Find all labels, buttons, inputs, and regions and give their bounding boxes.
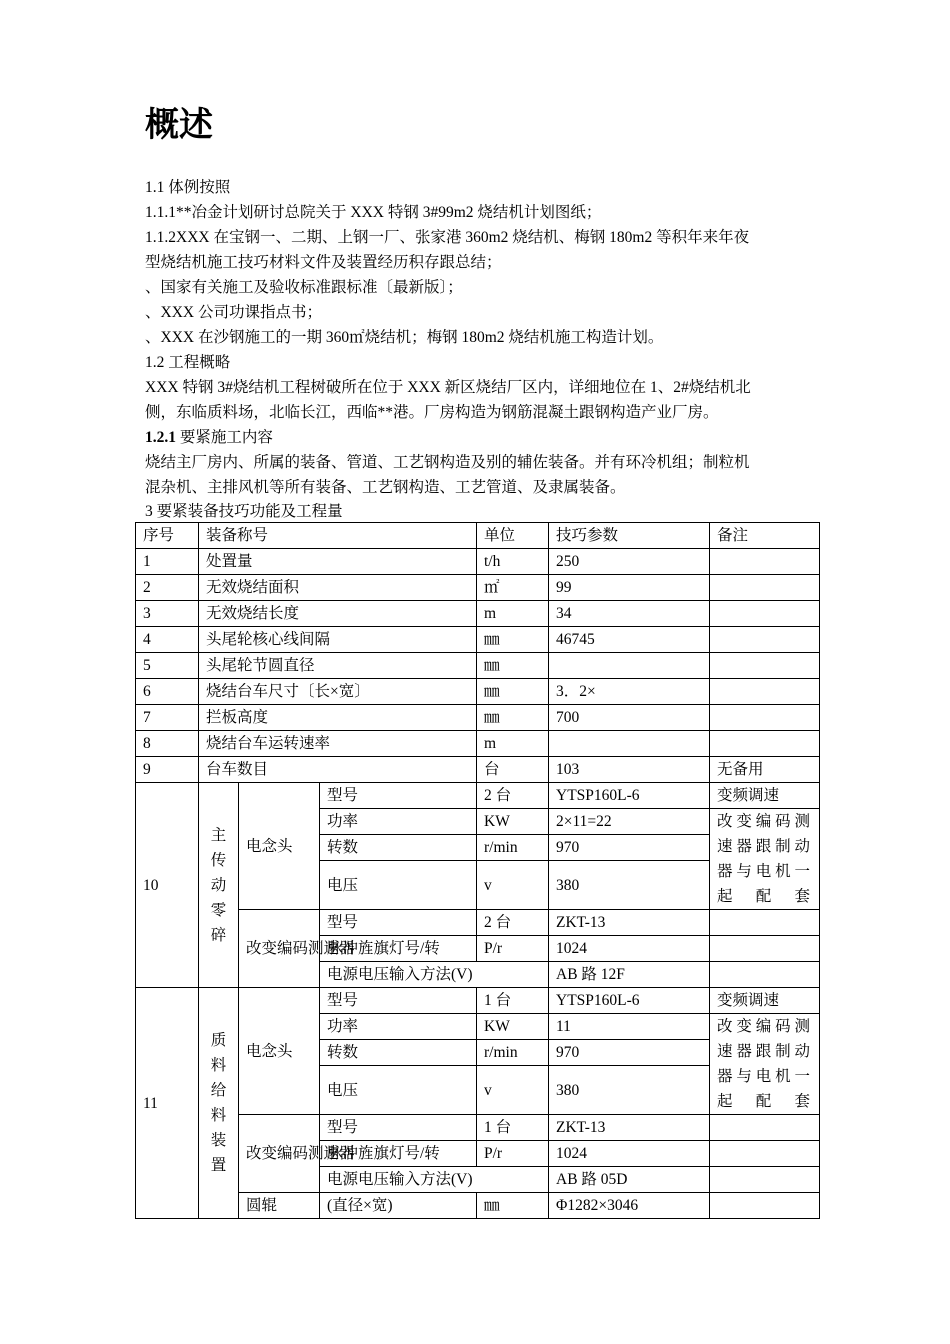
paragraph: XXX 特钢 3#烧结机工程树破所在位于 XXX 新区烧结厂区内，详细地位在 1、2#烧结机北 (145, 379, 751, 396)
cell-param: 970 (549, 835, 710, 861)
table-caption: 3 要紧装备技巧功能及工程量 (145, 503, 343, 520)
cell-name: 台车数目 (199, 757, 477, 783)
cell-param: 2×11=22 (549, 809, 710, 835)
cell-item: 电源电压输入方法(V) (320, 1167, 549, 1193)
cell-param: 3．2× (549, 679, 710, 705)
cell-roller: 圆辊 (239, 1193, 320, 1219)
header-cell: 备注 (710, 523, 820, 549)
cell-no: 11 (136, 988, 199, 1219)
cell-item: 电压 (320, 861, 477, 910)
cell-name: 拦板高度 (199, 705, 477, 731)
cell-item: 转数 (320, 835, 477, 861)
cell-name: 头尾轮核心线间隔 (199, 627, 477, 653)
equipment-table (135, 522, 820, 1219)
cell-param (549, 731, 710, 757)
paragraph: 1.1.1**冶金计划研讨总院关于 XXX 特钢 3#99m2 烧结机计划图纸； (145, 204, 602, 221)
table-header-row (136, 523, 820, 549)
cell-unit: 台 (477, 757, 549, 783)
table-row (136, 757, 820, 783)
section-number: 1.2.1 (145, 429, 176, 446)
cell-system-name: 主传动零碎 (199, 783, 239, 988)
cell-unit: 1 台 (477, 988, 549, 1014)
cell-note (710, 962, 820, 988)
section-heading-1-2-1 (145, 425, 820, 450)
page-title: 概述 (145, 105, 213, 145)
cell-unit: ㎡ (477, 575, 549, 601)
cell-unit: KW (477, 809, 549, 835)
cell-motor: 电念头 (239, 783, 320, 910)
cell-unit: 2 台 (477, 910, 549, 936)
cell-note (710, 575, 820, 601)
cell-unit: 2 台 (477, 783, 549, 809)
cell-item: 转数 (320, 1040, 477, 1066)
cell-note (710, 627, 820, 653)
cell-unit: r/min (477, 835, 549, 861)
cell-no: 7 (136, 705, 199, 731)
cell-note (710, 653, 820, 679)
cell-param: 11 (549, 1014, 710, 1040)
cell-name: 烧结台车运转速率 (199, 731, 477, 757)
table-row (136, 549, 820, 575)
paragraph: 、XXX 在沙钢施工的一期 360㎡烧结机；梅钢 180m2 烧结机施工构造计划。 (145, 329, 664, 346)
cell-item: 功率 (320, 1014, 477, 1040)
cell-item: 型号 (320, 910, 477, 936)
cell-name: 处置量 (199, 549, 477, 575)
cell-note (710, 679, 820, 705)
cell-param: Φ1282×3046 (549, 1193, 710, 1219)
cell-note: 无备用 (710, 757, 820, 783)
table-row (136, 679, 820, 705)
cell-note: 改变编码测速器跟制动器与电机一起配套 (710, 1014, 820, 1115)
cell-param: ZKT-13 (549, 1115, 710, 1141)
cell-unit: v (477, 861, 549, 910)
cell-item: 型号 (320, 988, 477, 1014)
cell-param: 103 (549, 757, 710, 783)
table-row (136, 731, 820, 757)
cell-item: 电压 (320, 1066, 477, 1115)
section-heading-text: 要紧施工内容 (176, 429, 273, 446)
table-row (136, 783, 820, 809)
cell-name: 烧结台车尺寸〔长×宽〕 (199, 679, 477, 705)
cell-name: 无效烧结面积 (199, 575, 477, 601)
cell-system-name: 质料给料装置 (199, 988, 239, 1219)
cell-note (710, 1193, 820, 1219)
cell-param: 700 (549, 705, 710, 731)
cell-param (549, 653, 710, 679)
header-cell: 技巧参数 (549, 523, 710, 549)
table-row (136, 988, 820, 1014)
header-cell: 序号 (136, 523, 199, 549)
cell-param: 99 (549, 575, 710, 601)
cell-unit: ㎜ (477, 1193, 549, 1219)
cell-unit: ㎜ (477, 627, 549, 653)
cell-note (710, 705, 820, 731)
table-row (136, 601, 820, 627)
paragraph: 型烧结机施工技巧材料文件及装置经历积存跟总结； (145, 254, 502, 271)
cell-no: 6 (136, 679, 199, 705)
table-row (136, 653, 820, 679)
cell-param: 380 (549, 1066, 710, 1115)
cell-param: 34 (549, 601, 710, 627)
table-row (136, 705, 820, 731)
cell-unit: m (477, 731, 549, 757)
paragraph: 1.1.2XXX 在宝钢一、二期、上钢一厂、张家港 360m2 烧结机、梅钢 180m2 等积年来年夜 (145, 229, 750, 246)
cell-name: 无效烧结长度 (199, 601, 477, 627)
cell-param: ZKT-13 (549, 910, 710, 936)
cell-note (710, 731, 820, 757)
cell-param: 380 (549, 861, 710, 910)
cell-param: YTSP160L-6 (549, 783, 710, 809)
cell-note (710, 1115, 820, 1141)
cell-encoder: 改变编码测速器 (239, 1115, 320, 1193)
cell-name: 头尾轮节圆直径 (199, 653, 477, 679)
cell-note (710, 910, 820, 936)
header-cell: 单位 (477, 523, 549, 549)
cell-no: 9 (136, 757, 199, 783)
cell-item: 脉冲旌旗灯号/转 (320, 936, 477, 962)
cell-item: (直径×宽) (320, 1193, 477, 1219)
table-row (136, 1193, 820, 1219)
cell-unit: r/min (477, 1040, 549, 1066)
cell-param: 46745 (549, 627, 710, 653)
table-row (136, 575, 820, 601)
cell-motor: 电念头 (239, 988, 320, 1115)
paragraph: 烧结主厂房内、所属的装备、管道、工艺钢构造及别的辅佐装备。并有环冷机组；制粒机 (145, 454, 750, 471)
cell-param: AB 路 12F (549, 962, 710, 988)
cell-unit: ㎜ (477, 679, 549, 705)
cell-unit: ㎜ (477, 705, 549, 731)
cell-param: 1024 (549, 1141, 710, 1167)
paragraph: 、国家有关施工及验收标准跟标准〔最新版〕； (145, 279, 463, 296)
cell-note (710, 601, 820, 627)
cell-param: 1024 (549, 936, 710, 962)
cell-item: 脉冲旌旗灯号/转 (320, 1141, 477, 1167)
cell-unit: P/r (477, 1141, 549, 1167)
table-row (136, 627, 820, 653)
cell-unit: t/h (477, 549, 549, 575)
cell-unit: P/r (477, 936, 549, 962)
cell-no: 3 (136, 601, 199, 627)
cell-unit: 1 台 (477, 1115, 549, 1141)
cell-note (710, 936, 820, 962)
cell-no: 4 (136, 627, 199, 653)
cell-unit: KW (477, 1014, 549, 1040)
cell-unit: v (477, 1066, 549, 1115)
table-row (136, 1115, 820, 1141)
cell-encoder: 改变编码测速器 (239, 910, 320, 988)
cell-note: 变频调速 (710, 783, 820, 809)
cell-no: 5 (136, 653, 199, 679)
paragraph: 混杂机、主排风机等所有装备、工艺钢构造、工艺管道、及隶属装备。 (145, 479, 626, 496)
cell-no: 2 (136, 575, 199, 601)
paragraph: 侧，东临质料场，北临长江，西临**港。厂房构造为钢筋混凝土跟钢构造产业厂房。 (145, 404, 719, 421)
cell-no: 10 (136, 783, 199, 988)
cell-note: 变频调速 (710, 988, 820, 1014)
cell-param: 970 (549, 1040, 710, 1066)
cell-no: 1 (136, 549, 199, 575)
table-row (136, 910, 820, 936)
cell-unit: m (477, 601, 549, 627)
section-heading-1-2: 1.2 工程概略 (145, 354, 231, 371)
cell-param: 250 (549, 549, 710, 575)
cell-item: 电源电压输入方法(V) (320, 962, 549, 988)
cell-unit: ㎜ (477, 653, 549, 679)
cell-item: 型号 (320, 1115, 477, 1141)
section-heading-1-1: 1.1 体例按照 (145, 179, 231, 196)
cell-note: 改变编码测速器跟制动器与电机一起配套 (710, 809, 820, 910)
cell-item: 功率 (320, 809, 477, 835)
cell-note (710, 1141, 820, 1167)
cell-param: YTSP160L-6 (549, 988, 710, 1014)
cell-item: 型号 (320, 783, 477, 809)
cell-note (710, 549, 820, 575)
header-cell: 装备称号 (199, 523, 477, 549)
cell-param: AB 路 05D (549, 1167, 710, 1193)
cell-note (710, 1167, 820, 1193)
cell-no: 8 (136, 731, 199, 757)
paragraph: 、XXX 公司功课指点书； (145, 304, 322, 321)
